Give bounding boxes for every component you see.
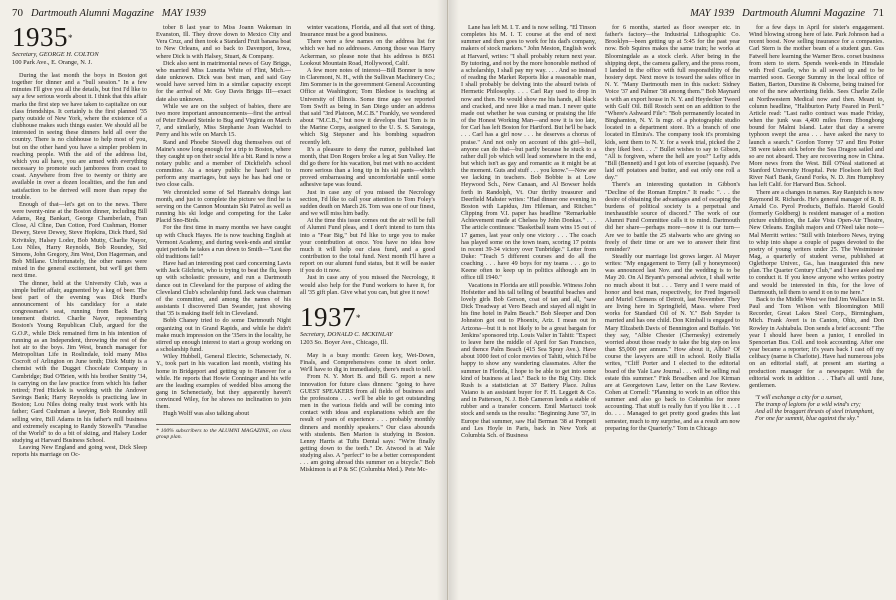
right-col-2 <box>605 24 740 594</box>
left-col-3 <box>300 24 435 594</box>
paragraph: tober 8 last year to Miss Joann Wakeman in Evanston, Ill. They drove down to Mexico City and Vera Cruz, and then took a Standard Fruit banana boat to New Orleans, and so back to Davenport, Iowa, where Dick is with Halsey, Stuart, & Company. <box>156 24 291 60</box>
poem-line: The tramp of legions for a wild wind's cry; <box>755 401 861 409</box>
left-col-1 <box>12 24 147 594</box>
paragraph: for a few days in April for sister's engagement. Wind blowing strong here of late. Park Johnson had a recent boost. Now selling insurance for a companies. Carl Stern is the mother beam of a student gun. Gus Fatwell here learning the Warner Bros. corset business from stem to stern. Spends week-ends in Hinsdale with Fred Castle, who is all sewed up and to be married soon. George Summy in the local office of Batten, Barton, Durstine & Osborne, being trained for one of the new advertising fields. Sees Charlie Zelle at Northwestern Medical now and then. Meant to, column headline, "Haliburton Party Feared in Peril." Article read: "Last radio contract was made Friday, when the junk was 4,400 miles from Ebongbong bound for Malmi Island. Later that day a severe typhoon swept the area . . . have asked the navy to launch a search." Gordon Torrey '37 and Bru Potter '38 were taken sick before the Sea Dragon sailed and so are not aboard. They are recovering now in China. More news from the West. Bill O'Neal stationed at Stanford University Hospital. Pete Floelson left Red River Nat'l Bank, Grand Forks, N. D. Jim Humphrey has left Calif. for Harvard Bus. School. <box>749 24 884 189</box>
paragraph: While we are on the subject of babies, there are two more important announcements—first the arrival of Peter Edward Steinle to Bug and Virginia on March 7, and similarly, Miss Stephanie Joan Wachtel to Perry and his wife on March 15. <box>156 102 291 139</box>
paragraph: There were a few names on the address list for which we had no addresses. Among those was Harry Ackerman, so please note that his address is 8651 Lookout Mountain Road, Hollywood, Calif. <box>300 38 435 67</box>
paragraph: Bobb Chaney tried to do some Dartmouth Night organizing out in Grand Rapids, and while he didn't make much impression on the '35ers in the locality, he stirred up enough interest to start a group working on a scholarship fund. <box>156 317 291 354</box>
poem-quote <box>749 394 884 423</box>
paragraph: At the time this issue comes out the air will be full of Alumni Fund pleas, and I don't intend to turn this into a "Fear Big," but I'd like to urge you to make your contribution at once. You have no idea how much it will help our class fund, and a good contribution to the total fund. Next month I'll have a report on our alumni fund status, but it will be easier if you do it now. <box>300 217 435 275</box>
running-head-right <box>690 7 884 19</box>
paragraph: We chronicled some of Sel Hannah's doings last month, and just to complete the picture we find he is serving on the Cannon Mountain Ski Patrol as well as running his ski lodge and competing for the Lake Placid Sno-Birds. <box>156 188 291 225</box>
paragraph: For the first time in many months we have caught up with Chuck Hayes. He is now teaching English at Vermont Academy, and during week-ends and similar quiet periods he takes a run down to Smith—"Lest the old traditions fail!" <box>156 224 291 260</box>
gutter-shadow <box>449 0 459 600</box>
paragraph: Back to the Middle West we find Jim Wallace in St. Paul and Tom Wilson with Bloomington Mill Recorder, Great Lakes Steel Corp., Birmingham, Mich. Frank Avert is in Canton, Ohio, and Don Rowley in Ashtabula. Don sends a brief account: "The year I should have been a junior, I enrolled in Spencerian Bus. Coll. and took accounting. After one year became a reporter; it's years back I cast off my celibacy (name is Charlotte). Have had numerous jobs on an editorial staff, at present am starting a production manager for a newspaper. With the editorial work in addition . . . That's all until June, gentlemen. <box>749 295 884 389</box>
paragraph: Hugh Wolff was also talking about <box>163 410 250 418</box>
paragraph: Rand and Phoebe Stowell dug themselves out of Maine's snow long enough for a trip to Boston, where they caught up on their social life a bit. Rand is now a notary public and a member of Dickfield's school committee. As a notary public he hasn't had to perform any marriages, but says he has had one or two close calls. <box>156 138 291 189</box>
issue-date: MAY 1939 <box>161 8 206 19</box>
class-secretary: Secretary, DONALD C. MCKINLAY <box>300 330 393 338</box>
secretary-address: 1203 So. Boyer Ave., Chicago, Ill. <box>300 338 388 346</box>
paragraph: It's a pleasure to deny the rumor, published last month, that Don Rogers broke a leg at Sun Valley. He did go there for his vacation, but met with no accident more serious than a long tip in his ski pants—which proved embarrassing and uncomfortable until some adhesive tape was found. <box>300 145 435 189</box>
left-col-2 <box>156 24 291 594</box>
running-head-left <box>12 7 206 19</box>
right-col-3 <box>749 24 884 594</box>
gutter-shadow <box>437 0 447 600</box>
issue-date: MAY 1939 <box>690 8 735 19</box>
magazine-title: Dartmouth Alumni Magazine <box>31 8 154 19</box>
right-page <box>448 0 896 600</box>
right-columns <box>461 24 884 594</box>
paragraph: Dick also sent in matrimonial news of Guy Briggs, who married Miss Lunetta White of Flint, Mich.—date unknown. Dick was best man, and said Guy would have served him in a similar capacity except for the arrival of Mr. Guy Davis Briggs III—exact date also unknown. <box>156 59 291 103</box>
paragraph: Just in case any of you missed the Necrology section, I'd like to call your attention to Tom Foley's sudden death on March 26. Tom was one of our finest, and we will miss him badly. <box>300 188 435 218</box>
right-col-1 <box>461 24 596 594</box>
class-year: 1937 <box>300 301 356 332</box>
page-number: 71 <box>873 7 884 19</box>
paragraph: Leaving New England and going west, Dick Sleep reports his marriage on Oc- <box>12 444 147 459</box>
secretary-address: 100 Park Ave., E. Orange, N. J. <box>12 59 93 66</box>
magazine-title: Dartmouth Alumni Magazine <box>742 8 865 19</box>
poem-line: "I will exchange a city for a sunset, <box>755 393 843 401</box>
paragraph: for 6 months, started as floor sweeper etc. in father's factory—the Industrial Lithographic Co. Brooklyn—been getting up at 5:45 for the past year now. Bob Squires makes the same train; he works at Bloomingdale as a stock clerk. After being in the shipping dept., the camera gallery, and the press room, I landed in the office with full responsibility of the hosiery dept. Next move is toward the sales office in N. Y. "Many Dartmouth men in this racket: Sidney Voice '37 and Palmer '38 among them." Bob Maynard is with an export house in N. Y. and Heydecker Tweed with Gulf Oil. Bill Rostch sent on an addition to the "Where's Ashward File": "Bob permanently located in Binghamton, N. Y. Is mgr. of a photographic studio located in a department store. It's a branch of one located in Elmira's. The company took it's promising kids, sent them to N. Y. for a week trial, picked the 2 they liked best. . . ." Bullet wishes to say to Gibson, "All is forgiven, where the hell are you?" Lefty adds "Bill (Bennett) and I got lots of exercise (squash). I've laid off potatoes and butter, and eat only one roll a day." <box>605 24 740 182</box>
page-number: 70 <box>12 7 23 19</box>
paragraph: The dinner, held at the University Club, was a simple buffet affair, augmented by a keg of beer. The best part of the evening was Dick Hurd's announcement of his candidacy for a state congressman's seat, running from Back Bay's tenement district. Charlie Nayor, representing Boston's Young Republican Club, argued for the G.O.P., while Dick remained firm in his intention of running as an Independent, throwing the rest of the hot air to the boys. Jim West, branch manager for Metropolitan Life in Roslindale, told many Miss Cocroft of Arlington on June tenth; Dick Mutty is a chemist with the Dugget Chocolate Company in Cambridge; Bud O'Brien, with his brother Smitty '34, is carrying on the law practice from which his father retired; Fred Hickok is working with the Andover Savings Bank; Harry Reynolds is practicing law in Boston; Lou Niles doing realty trust work with his father; Gard Cushman a lawyer, Bob Roundey still selling wire, Bill Adams in his father's mill business and extremely escaping to Randy Stowell's "Paradise of the World" to do a bit of skiing, and Halsey Loder studying at Harvard Business School. <box>12 279 147 444</box>
paragraph: May is a busy month: Green key, Wet-Down, Finals, and Comprehensives come in short order. We'll have to dig in immediately, there's much to tell. <box>300 351 435 374</box>
class-year: 1935 <box>12 24 68 52</box>
class-heading-1935 <box>12 24 147 67</box>
paragraph: During the last month the boys in Boston got together for dinner and a "bull session." In a few minutes I'll give you all the details, but first I'd like to say a few serious words about it. I think that this affair marks the first step we have taken to capitalize on our class friendships. It certainly is the first planned '35 party outside of New York, where the existence of a clubhouse makes such things easier. We should all be interested in seeing these dinners held all over the country. There is no clubhouse to help most of you, but on the other hand you have a simpler problem in reaching people. With the aid of the address list, which you all have, you are armed with everything necessary to promote such jamborees from coast to coast. Anywhere from five to twenty or thirty are available in over a dozen localities, and the fun and satisfaction to be derived will more than repay the trouble. <box>12 72 147 201</box>
paragraph: Lane has left M. I. T. and is now selling. "El Tinson completes his M. I. T. course at the end of next summer and then goes to work for his dad's company, makers of stock markers." John Meston, English work at Harvard, writes: "I shall probably return next year. By tutoring, and not by the more honorable method of a scholarship, I shall pay my way. . . . And so instead of reading the Market Reports like a reasonable man, I shall probably be delving into the absurd twists of Hermetic Philosophy. . . . Carl Ray used to drop in now and then. He would show me his hands, all black and cracked, and rave like a mad man. I never quite made out whether he was cursing or praising the life of the Honest Working Man—and now it is too late, for Carl has left Boston for Hartford. But he'll be back . . . Carl has a girl now . . . he deserves a chorus of praise." And not only on account of this girl—hell, anyone can do that—but partly because he stuck to a rather dull job which will lead somewhere in the end, but which isn't as gay and romantic as it might be at the moment. Guts and stuff . . . you know."—Now are we lacking in teachers. Bob Bobbie is at Low Heywood Sch., New Canaan, and Al Bowser holds forth in Randolph, Vt. Our thrifty treasurer and Deerfield Mahster writes: "Had dinner one evening in Boston with Lapidus, Jim Hileman, and Ritcher." Clipping from V.I. paper has headline "Remarkable Achievement made at Chelsea by John Donkas." . . . The article continues: "Basketball team wins 15 out of 17 games, last year only one victory . . . The coach has played some on the town team, scoring 17 points in recent 39-34 victory over Tunbridge." Letter from Duke: "Teach 5 different courses and do all the coaching . . . have 49 boys for my teams . . . go to Keene often to keep up in politics although am in office till 1940." <box>461 24 596 282</box>
paragraph: There's an interesting quotation in Gibbon's "Decline of the Roman Empire." It reads: ". . . the desire of obtaining the advantages and of escaping the burdens of political society is a perpetual and inexhaustible source of discord." The work of our Alumni Fund Committee calls it to mind. Dartmouth did her share—perhaps more—now it is our turn—Are we to battle the 25 stalwarts who are giving so freely of their time or are we to answer their first reminder? <box>605 181 740 253</box>
paragraph: From N. Y. Mort B. and Bill G. report a new innovation for future class dinners: "going to have GUEST SPEAKERS from all fields of business and the professions . . . we'll be able to get outstanding men in the various fields and will be coming into contact with ideas and explanations which are the result of years of experience . . . probably monthly dinners and monthly speakers." Our class abounds with students. Ben Marion is studying in Boston. Lenny Harris at Tufts Dental says: "We're finally getting down to the teeth." Dr. Atwood is at Yale studying also. A "perfect" to be a better correspondent . . . am going abroad this summer on a bicycle." Bob Miskimon is at P & SC (Columbia Med.). Pete Mc- <box>300 373 435 474</box>
footnote: * 100% subscribers to the ALUMNI MAGAZINE, on class group plan. <box>156 424 291 442</box>
poem-line: For one far summit, blue against the sky." <box>755 415 859 423</box>
paragraph: There are a changes in names. Ray Ranjutch is now Raymond R. Richards. He's general manager of R. B. Arnald Co. Pyrol Products, Buffalo. Harold Gould (formerly Goldberg) is resident manager of a motion picture exhibition, the Lake Vista Open-Air Theatre, New Orleans. English majors and O'Neel take note—Mal Merritt writes: "Still with Interboro News, trying to whip into shape a couple of pages devoted to the poetry of young writers under 25. The Westminster Mag, a quarterly of student verse, published at Oglethorpe Univer., Ga., has inaugurated this new plan. The Quarter Century Club," and I have asked me to conduct it. If you know anyone who writes poetry and would be interested in this, for the love of Dartmouth, tell them to send it on to me here." <box>749 188 884 296</box>
paragraph: winter vacations, Florida, and all that sort of thing. Insurance must be a good business. <box>300 24 435 39</box>
paragraph: Have had an interesting post card concerning Lavis with Jack Gilchrist, who is trying to beat the flu, keep up with scholastic pressure, and run a Dartmouth dance out in Cleveland for the purpose of aiding the Cleveland Club's scholarship fund. Jack was chairman of the committee, and among the names of his assistants I discovered Dan Swander, just showing that '35 is making itself felt in Cleveland. <box>156 260 291 318</box>
star-mark: * <box>356 312 361 323</box>
poem-line: And all the braggart thrusts of steel triumphant, <box>755 408 874 416</box>
paragraph: Enough of that—let's get on to the news. There were twenty-nine at the Boston dinner, including Bill Adams, Reg Bankart, George Chamberlain, Fran Close, Al Cline, Dan Cotton, Ford Cushman, Homer Dewey, Steve Dewey, Steve Hopkins, Dick Hurd, Sid Krivitsky, Halsey Loder, Bob Mutty, Charlie Nayor, Lou Niles, Harry Reynolds, Bob Roundey, Sid Simons, John Gregory, Jim West, Don Hagerman, and Bob Millane. Unfortunately, the other names were mixed in the general excitement, but we'll get them next time. <box>12 200 147 280</box>
left-columns <box>12 24 435 594</box>
star-mark: * <box>68 33 73 43</box>
class-secretary: Secretary, GEORGE H. COLTON <box>12 51 99 58</box>
paragraph: Wiley Hubbell, General Electric, Schenectady, N. Y., took part in his vacation last month, visiting his home in Bridgeport and getting up to Hanover for a while. He reports that Howie Conninger and his wife are the leading examples of wedded bliss among the gang in Schenectady, but they apparently haven't convinced Wiley, for he shows no inclination to join them. <box>156 353 291 411</box>
paragraph: Just in case any of you missed the Necrology, it would also help for the Fund workers to have it, for all '35 gift plan. Give what you can, but give it now! <box>300 274 435 296</box>
paragraph: Vacations in Florida are still possible. Witness John Hofstetter and his tall telling of beautiful beaches and lovely girls Bob Gerson, coat of tan and all, "saw Dick Treadway at Vero Beach and stayed all night in his fine hotel in Palm Beach." Bob Sleeper and Don Johnston got out to Phoenix, Ariz. I mean out in Arizona—but it is not likely to be a great bargain for Jenkins' sponsored trip. Louis Valier in Tahiti: "Expect to leave here the middle of April for San Francisco, and thence Palm Beach (415 Sea Spray Ave.). Have about 1000 feet of color movies of Tahiti, which I'd be happy to show any wandering classmates. After the summer in Florida, I hope to be able to get into some kind of business at last." Back to the Big City. Dick Rush is a statistician at 37 Battery Place. Julius Vaiano is an assistant buyer for F. H. Leggett & Co. and in Patterson, N. J. Bob Cameron lends a stable of rubber and a transfer concern. Emil Martucci took stock and sends us the results: "Beginning June '37, in Europe that summer, saw Hal Berman '38 at Pompeii and Les Hoyle in Paris, back in New York at Columbia Sch. of Business <box>461 281 596 439</box>
paragraph: A few more notes of interest—Bill Bonner is now in Claremont, N. H., with the Sullivan Machinery Co.; Jim Sommer is in the government General Accounting Office at Washington; Tom Bledsoe is teaching at University of Illinois. Some time ago we reported Tom Swift as being in San Diego under an address that said "3rd Platoon, M.C.B." Frankly, we wondered about "M.C.B.," but now it develops that Tom is in the Marine Corps, assigned to the U. S. S. Saratoga, which Sig Stepsner and his bombing squadron recently left. <box>300 66 435 146</box>
class-heading-1937 <box>300 301 435 347</box>
paragraph: Steadily our marriage list grows larger. Al Mayer writes: "My engagement to Terry (all y honeymoon) was announced last Nov. and the wedding is to be May 20. On Al Bryant's personal advice, I shall write no much about it but . . . Terry and I were maid of honor and best man, respectively, for Fred Ingersoll and Muriel Clemens of Detroit, last November. They are living here in Springfield, Mass. where Fred works for Standard Oil of N. Y." Bob Snyder is married and has one child. Don Kimball is engaged to Mary Elizabeth Davis of Bennington and Buffalo. Yet they say, "Albie Chester (Chernesky) extremely worried about those ready to take the big step on less than $5,000 per annum." How about it, Albie? Of course the lawyers are still in school. Roily Bialla writes, "Cliff Porter and I elected to the editorial board of the Yale Law Journal . . . will be selling real estate this summer." Fink Broadben and Joe Kirman are at Georgetown Law, letter on the Law Review. Cohen at Cornell: "Planning to work in an office this summer and also go back to Columbia for more accounting. That stuff is really fun if you like it . . . I do. . . . Managed to get pretty good grades this last semester, much to my surprise, and as a result am now preparing for the Quarterly." Tom in Chicago <box>605 253 740 432</box>
